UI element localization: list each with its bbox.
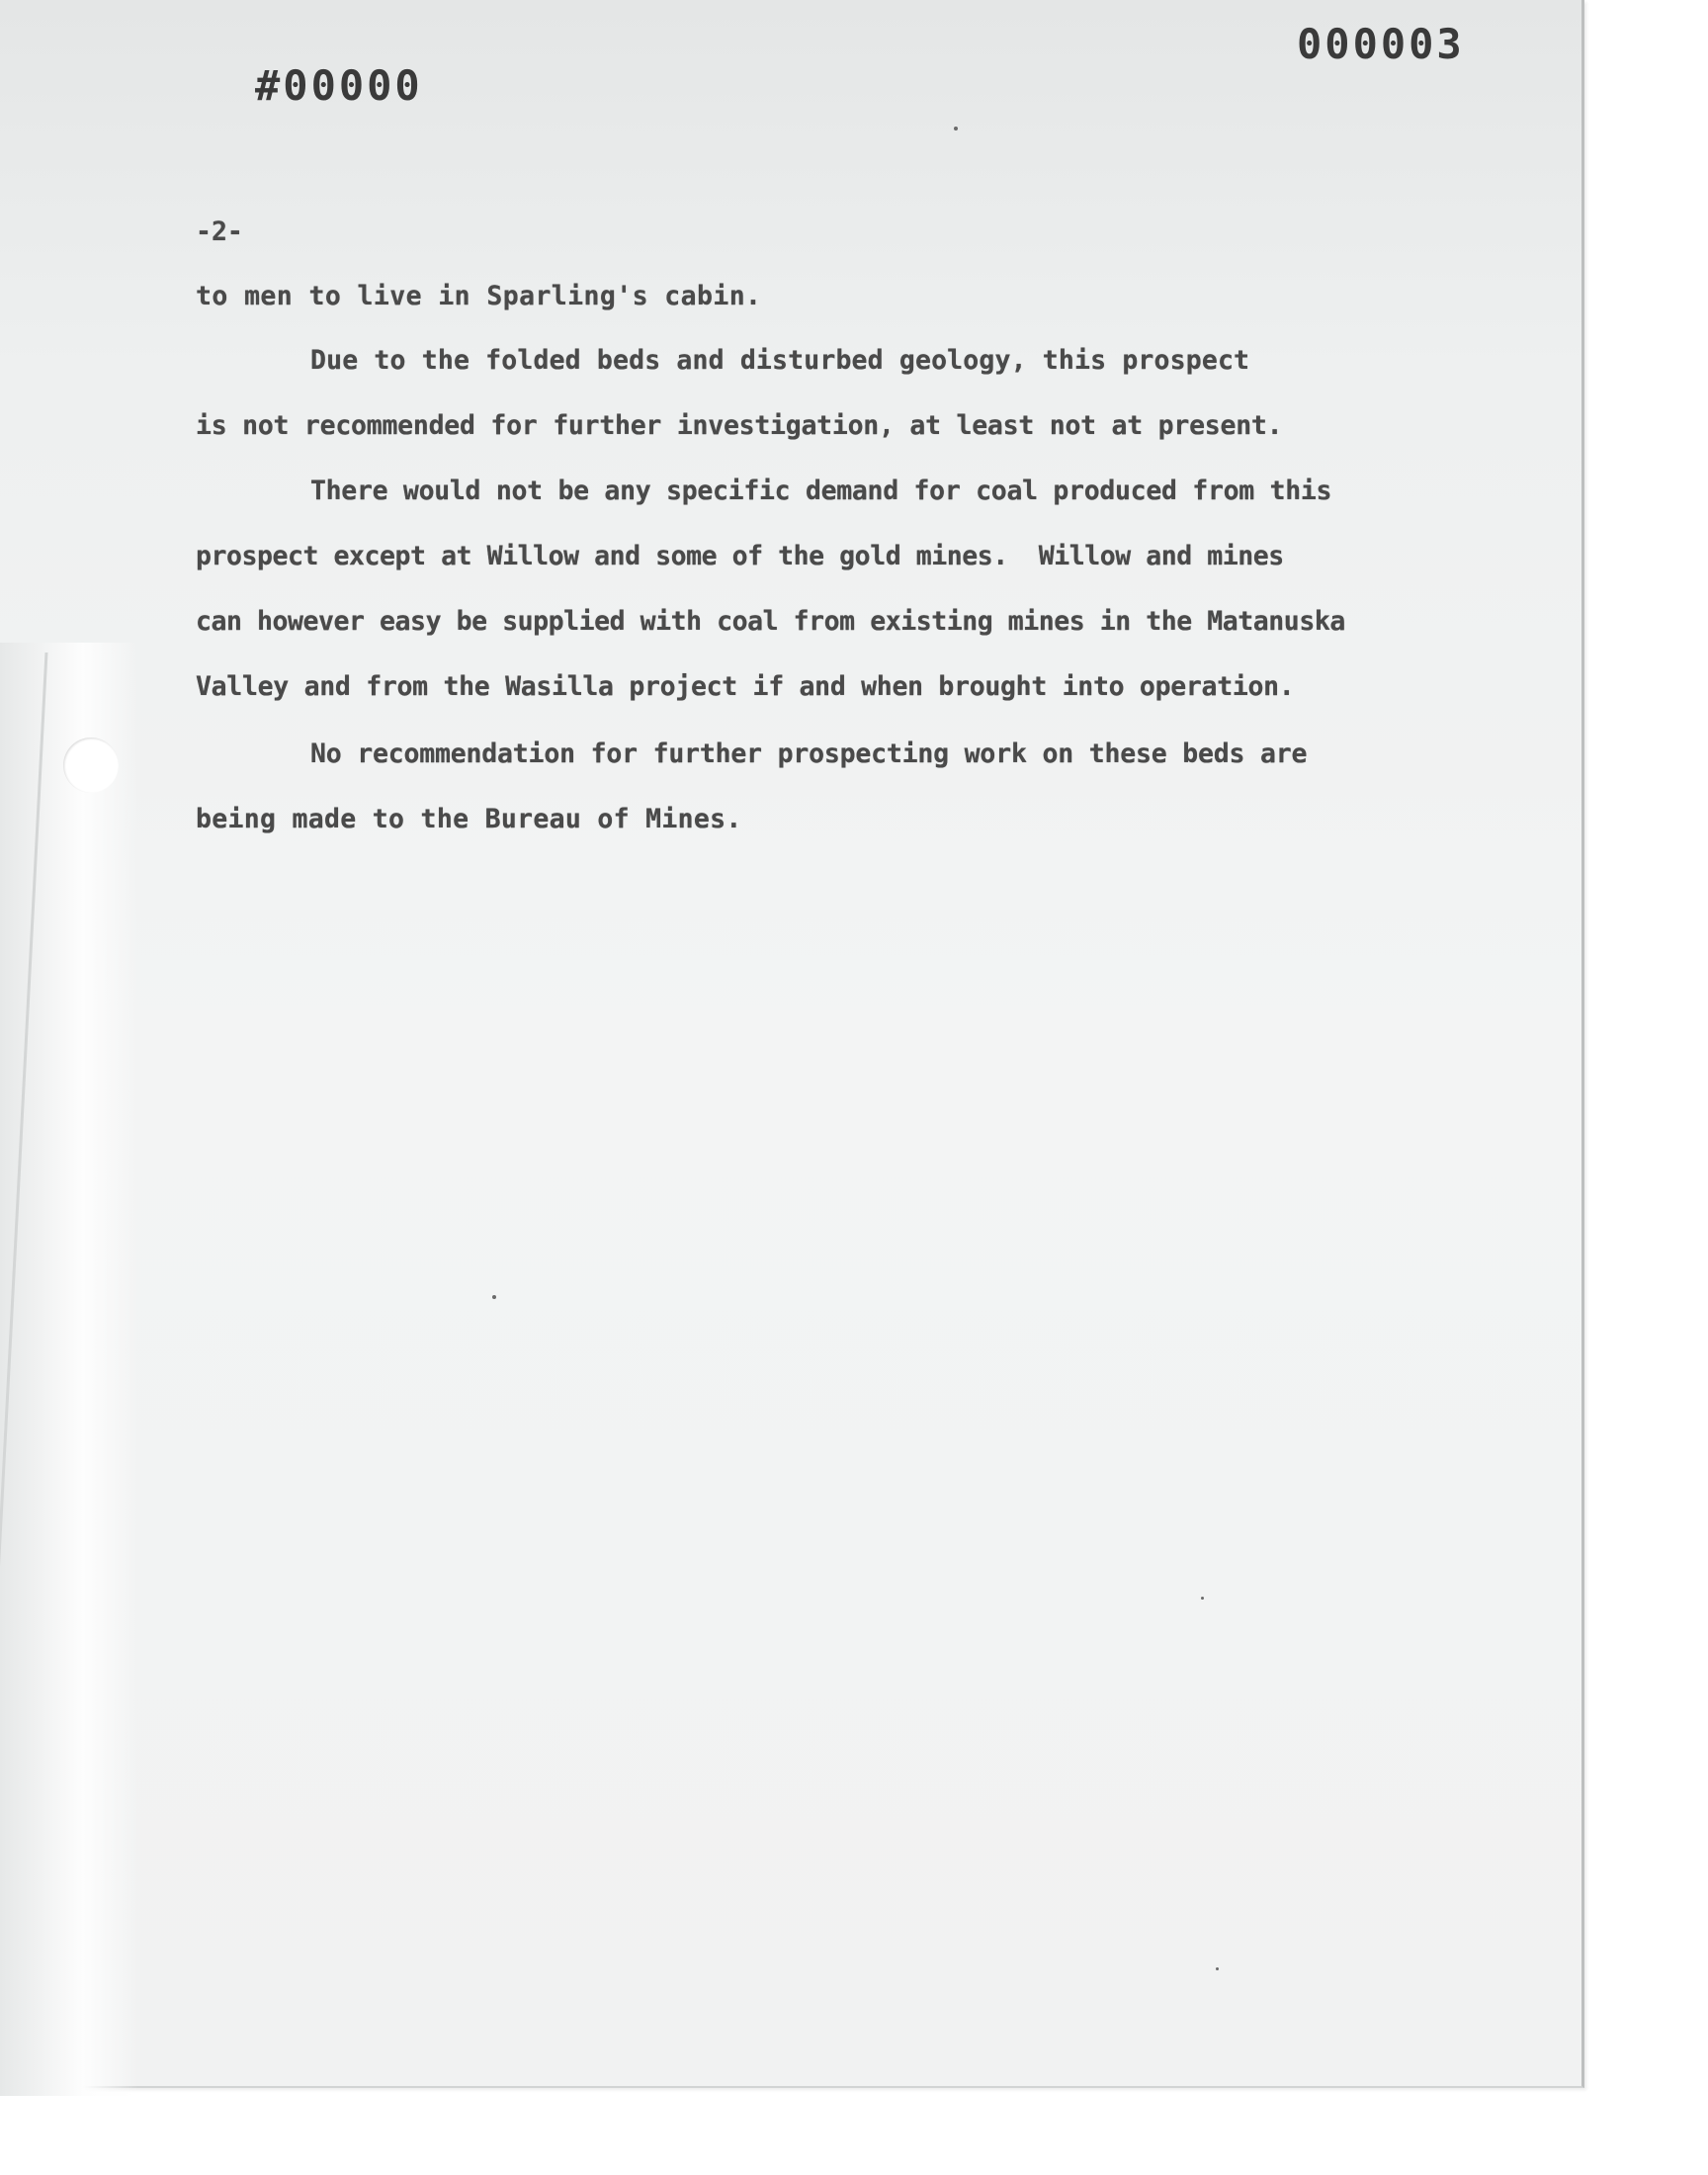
document-number-stamp-left: #00000 (255, 61, 423, 110)
page-number: -2- (196, 217, 243, 247)
text-line: No recommendation for further prospecting work on these beds are (310, 739, 1308, 769)
folded-edge (0, 643, 138, 2096)
text-line: can however easy be supplied with coal from existing mines in the Matanuska (196, 606, 1345, 637)
text-line: is not recommended for further investigation, at least not at present. (196, 410, 1283, 441)
punch-hole (63, 738, 119, 793)
text-line: Valley and from the Wasilla project if and when brought into operation. (196, 671, 1295, 702)
document-number-stamp-right: 000003 (1297, 20, 1465, 68)
dust-speck (1201, 1597, 1204, 1600)
text-line: prospect except at Willow and some of the gold mines. Willow and mines (196, 541, 1284, 571)
text-line: Due to the folded beds and disturbed geology, this prospect (310, 345, 1250, 376)
text-line: being made to the Bureau of Mines. (196, 804, 742, 834)
dust-speck (954, 127, 958, 130)
text-line: There would not be any specific demand for coal produced from this (310, 476, 1332, 506)
dust-speck (1216, 1967, 1219, 1970)
dust-speck (492, 1295, 496, 1299)
text-line: to men to live in Sparling's cabin. (196, 281, 762, 311)
